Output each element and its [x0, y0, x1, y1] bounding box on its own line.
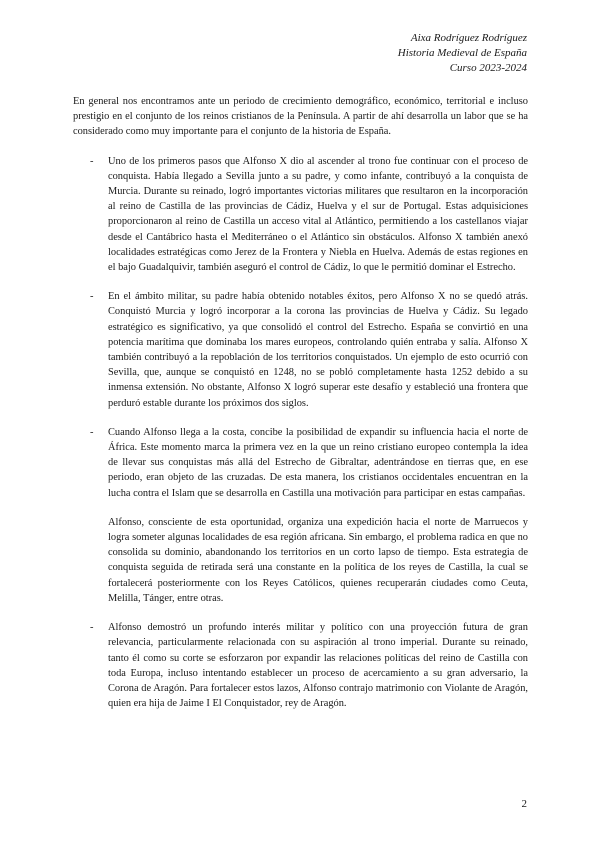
page-header: [398, 31, 527, 76]
document-body: [73, 94, 528, 725]
bullet-paragraph: Alfonso demostró un profundo interés militar y político con una proyección futura de gran relevancia, particularmente relacionada con su aspiración al trono imperial. Durante su reinado, tanto él como su corte se esforzaron por expandir las relaciones políticas del reino de Castilla con toda Europa, incluso intentando establecer un proceso de acercamiento a su gran adversario, la Corona de Aragón. Para fortalecer estos lazos, Alfonso contrajo matrimonio con Violante de Aragón, quien era hija de Jaime I El Conquistador, rey de Aragón.: [108, 622, 528, 710]
bullet-marker: -: [90, 155, 94, 167]
bullet-paragraph: Cuando Alfonso llega a la costa, concibe la posibilidad de expandir su influencia hacia el norte de África. Este momento marca la primera vez en la que un reino cristiano europeo contempla la idea de llevar sus conquistas más allá del Estrecho de Gibraltar, adentrándose en tierras que, en ese periodo, eran objeto de las cruzadas. De esta manera, los cristianos occidentales encuentran en la lucha contra el Islam que se desarrolla en Castilla una motivación para participar en estas campañas.: [108, 426, 528, 499]
bullet-paragraph: Uno de los primeros pasos que Alfonso X dio al ascender al trono fue continuar con el proceso de conquista. Había llegado a Sevilla junto a su padre, y como infante, contribuyó a la conquista de Murcia. Durante su reinado, logró importantes victorias militares que resultaron en la incorporación al reino de Castilla de las provincias de Cádiz, Huelva y el sur de Portugal. Estas adquisiciones proporcionaron al reino de Castilla un acceso vital al Atlántico, permitiendo a los castellanos viajar desde el Cantábrico hasta el Mediterráneo o el Atlántico sin obstáculos. Alfonso X también anexó localidades estratégicas como Jerez de la Frontera y Niebla en Huelva. Además de estas regiones en el bajo Guadalquivir, también aseguró el control de Cádiz, lo que le permitió dominar el Estrecho.: [108, 155, 528, 274]
bullet-paragraph: En el ámbito militar, su padre había obtenido notables éxitos, pero Alfonso X no se quedó atrás. Conquistó Murcia y logró incorporar a la corona las provincias de Huelva y Cádiz. Su legado estratégico es significativo, ya que consolidó el control del Estrecho. España se convirtió en una potencia marítima que dominaba los mares europeos, controlando quién entraba y salía. Alfonso X también contribuyó a la repoblación de los territorios conquistados. Un ejemplo de esto ocurrió con Sevilla, que, aunque se conquistó en 1248, no se pobló completamente hasta 1252 debido a su inmensa extensión. No obstante, Alfonso X logró superar este desafío y estableció una frontera que perduró estable durante los próximos dos siglos.: [108, 291, 528, 409]
bullet-item-4: [73, 620, 528, 711]
header-academic-year: Curso 2023-2024: [449, 62, 527, 74]
bullet-item-1: [73, 154, 528, 276]
bullet-marker: -: [90, 426, 94, 438]
header-author: Aixa Rodríguez Rodríguez: [410, 32, 527, 44]
bullet-paragraph-continued: Alfonso, consciente de esta oportunidad, organiza una expedición hacia el norte de Marruecos y logra someter algunas localidades de esa región africana. Sin embargo, el problema radica en que no consolida su dominio, abandonando los territorios en un corto lapso de tiempo. Esta estrategia de conquista seguida de retirada será una constante en la política de los reyes de Castilla, la cual se fortalecerá posteriormente con los Reyes Católicos, quienes recuperarán ciudades como Ceuta, Melilla, Tánger, entre otras.: [108, 516, 528, 604]
bullet-item-2: [73, 289, 528, 411]
intro-paragraph: En general nos encontramos ante un periodo de crecimiento demográfico, económico, territorial e incluso prestigio en el conjunto de los reinos cristianos de la Península. A partir de ahí desarrolla un labor que se ha considerado como muy importante para el conjunto de la historia de España.: [73, 96, 528, 138]
header-course-title: Historia Medieval de España: [397, 47, 527, 59]
bullet-item-3: [73, 425, 528, 606]
bullet-marker: -: [90, 622, 94, 634]
page-number: 2: [521, 798, 527, 810]
bullet-marker: -: [90, 291, 94, 303]
